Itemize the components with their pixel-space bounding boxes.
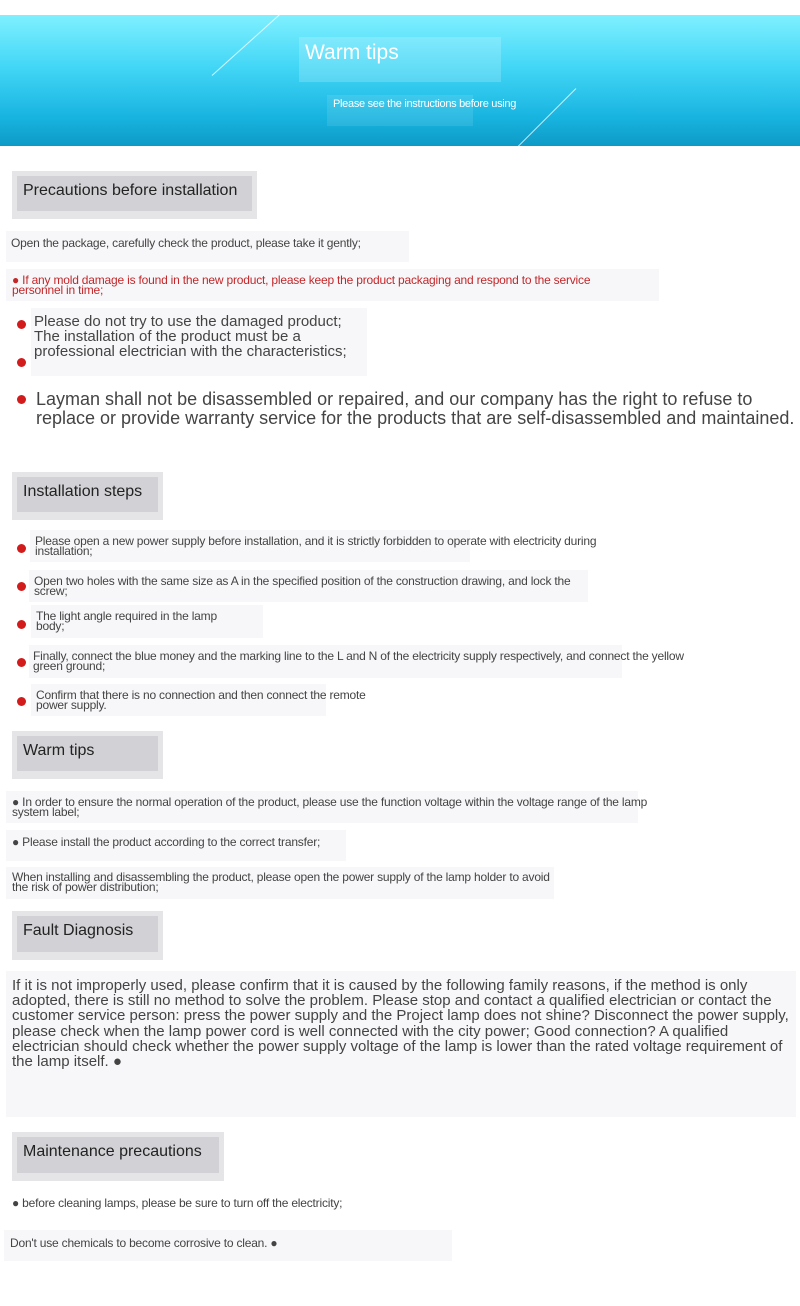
section-title: Installation steps bbox=[23, 483, 143, 500]
fault-paragraph: If it is not improperly used, please confirm that it is caused by the following family reasons, if the method is only adopted, there is still no method to solve the problem. Please stop and contact a qualified electrician or contact the customer service person: press the power supply and the Project lamp does not shine? Disconnect the power supply, please check when the lamp power cord is well connected with the city power; Good connection? A qualified electrician should check whether the power supply voltage of the lamp is lower than the rated voltage requirement of the lamp itself. ● bbox=[12, 977, 789, 1071]
tip-box bbox=[6, 791, 648, 823]
precaution-line: Open the package, carefully check the product, please take it gently; bbox=[11, 236, 361, 250]
install-step: Finally, connect the blue money and the marking line to the L and N of the electricity supply respectively, and connect the yellow green ground; bbox=[33, 649, 684, 673]
title-box bbox=[299, 37, 501, 82]
section-title: Warm tips bbox=[23, 742, 95, 759]
section-header-inner bbox=[17, 916, 158, 952]
text-box bbox=[31, 308, 367, 376]
tip-line: When installing and disassembling the product, please open the power supply of the lamp holder to avoid the risk of power distribution; bbox=[12, 870, 550, 894]
page-subtitle: Please see the instructions before using bbox=[333, 98, 517, 110]
maintenance-line: Don't use chemicals to become corrosive to clean. ● bbox=[10, 1236, 278, 1250]
maintenance-box bbox=[4, 1230, 452, 1261]
fault-box bbox=[6, 971, 796, 1117]
decor-line bbox=[518, 88, 577, 146]
section-header-maintenance bbox=[12, 1132, 224, 1181]
install-step: The light angle required in the lamp body; bbox=[36, 609, 217, 633]
bullet-icon bbox=[17, 658, 26, 667]
header-banner bbox=[0, 15, 800, 146]
maintenance-line: ● before cleaning lamps, please be sure to turn off the electricity; bbox=[12, 1196, 343, 1210]
bullet-icon bbox=[17, 544, 26, 553]
section-title: Maintenance precautions bbox=[23, 1143, 202, 1160]
step-box bbox=[31, 684, 366, 716]
section-header-precautions bbox=[12, 171, 257, 219]
section-title: Fault Diagnosis bbox=[23, 922, 134, 939]
decor-line bbox=[212, 15, 281, 76]
bullet-icon bbox=[17, 697, 26, 706]
text-box bbox=[6, 269, 659, 301]
precaution-line: Please do not try to use the damaged product; bbox=[34, 313, 342, 330]
section-header-installation bbox=[12, 472, 163, 520]
tip-box bbox=[6, 830, 346, 861]
install-step: Open two holes with the same size as A in the specified position of the construction drawing, and lock the screw; bbox=[34, 574, 571, 598]
step-box bbox=[29, 645, 684, 678]
precaution-line: The installation of the product must be a professional electrician with the characteristics; bbox=[34, 328, 347, 360]
bullet-icon bbox=[17, 582, 26, 591]
step-box bbox=[31, 605, 263, 638]
install-step: Confirm that there is no connection and then connect the remote power supply. bbox=[36, 688, 366, 712]
text-box bbox=[6, 231, 409, 262]
section-header-inner bbox=[17, 736, 158, 771]
section-header-inner bbox=[17, 1137, 219, 1173]
step-box bbox=[30, 530, 597, 562]
section-header-inner bbox=[17, 477, 158, 512]
tip-box bbox=[6, 867, 554, 899]
subtitle-box bbox=[327, 95, 517, 126]
section-header-warm-tips bbox=[12, 731, 163, 779]
bullet-icon bbox=[17, 358, 26, 367]
bullet-icon bbox=[17, 620, 26, 629]
section-header-inner bbox=[17, 176, 252, 211]
bullet-icon bbox=[17, 395, 26, 404]
section-header-fault bbox=[12, 911, 163, 960]
warning-line: ● If any mold damage is found in the new product, please keep the product packaging and respond to the service personnel in time; bbox=[12, 273, 591, 297]
install-step: Please open a new power supply before installation, and it is strictly forbidden to operate with electricity during installation; bbox=[35, 534, 597, 558]
page-title: Warm tips bbox=[305, 41, 399, 64]
bullet-icon bbox=[17, 320, 26, 329]
tip-line: ● Please install the product according to the correct transfer; bbox=[12, 835, 321, 849]
precaution-paragraph: Layman shall not be disassembled or repaired, and our company has the right to refuse to replace or provide warranty service for the products that are self-disassembled and maintained. bbox=[36, 389, 795, 428]
tip-line: ● In order to ensure the normal operation of the product, please use the function voltage within the voltage range of the lamp system label; bbox=[12, 795, 648, 819]
step-box bbox=[29, 570, 588, 602]
section-title: Precautions before installation bbox=[23, 182, 238, 199]
